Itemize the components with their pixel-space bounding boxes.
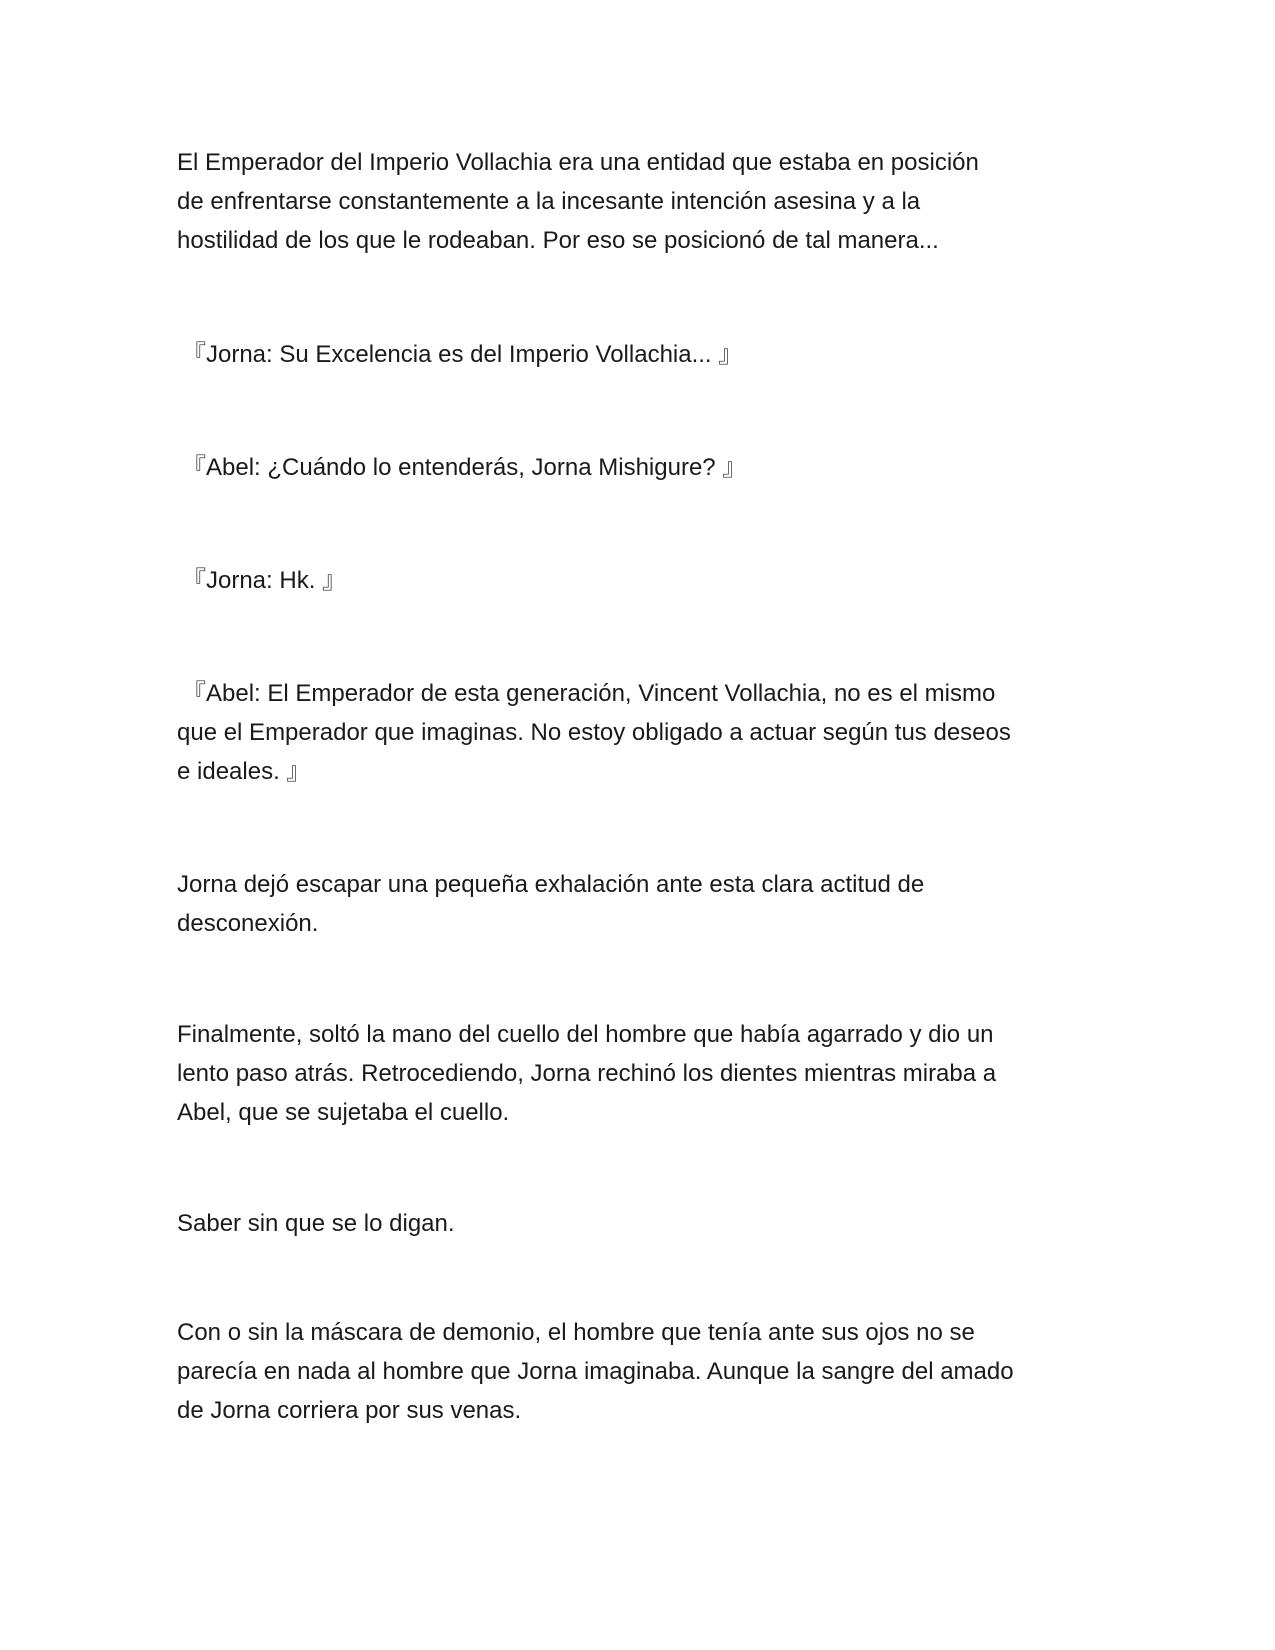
text-line: Abel, que se sujetaba el cuello. [177,1099,510,1126]
text-line: parecía en nada al hombre que Jorna imaginaba. Aunque la sangre del amado [177,1358,1014,1385]
text-line: que el Emperador que imaginas. No estoy obligado a actuar según tus deseos [177,719,1011,746]
text-line: 『Jorna: Hk. 』 [182,567,347,594]
paragraph-emperor-intro [177,143,1107,260]
text-line: Finalmente, soltó la mano del cuello del hombre que había agarrado y dio un [177,1021,994,1048]
text-line: Jorna dejó escapar una pequeña exhalación ante esta clara actitud de [177,871,925,898]
text-line: El Emperador del Imperio Vollachia era una entidad que estaba en posición [177,149,979,176]
dialogue-jorna-2 [182,561,1112,600]
text-line: 『Abel: El Emperador de esta generación, Vincent Vollachia, no es el mismo [182,680,996,707]
dialogue-jorna-1 [182,335,1112,374]
text-line: Con o sin la máscara de demonio, el hombre que tenía ante sus ojos no se [177,1319,975,1346]
text-line: 『Abel: ¿Cuándo lo entenderás, Jorna Mishigure? 』 [182,454,747,481]
text-line: desconexión. [177,910,319,937]
text-line: 『Jorna: Su Excelencia es del Imperio Vollachia... 』 [182,341,743,368]
dialogue-abel-1 [182,448,1112,487]
dialogue-abel-2 [177,674,1112,791]
text-line: hostilidad de los que le rodeaban. Por eso se posicionó de tal manera... [177,227,939,254]
paragraph-jorna-exhale [177,865,1107,943]
text-line: Saber sin que se lo digan. [177,1210,455,1237]
text-line: de Jorna corriera por sus venas. [177,1397,522,1424]
text-line: lento paso atrás. Retrocediendo, Jorna rechinó los dientes mientras miraba a [177,1060,997,1087]
paragraph-jorna-steps-back [177,1015,1107,1132]
text-line: e ideales. 』 [177,758,311,785]
paragraph-saber-sin [177,1204,1107,1243]
text-line: de enfrentarse constantemente a la incesante intención asesina y a la [177,188,921,215]
paragraph-demon-mask [177,1313,1107,1430]
